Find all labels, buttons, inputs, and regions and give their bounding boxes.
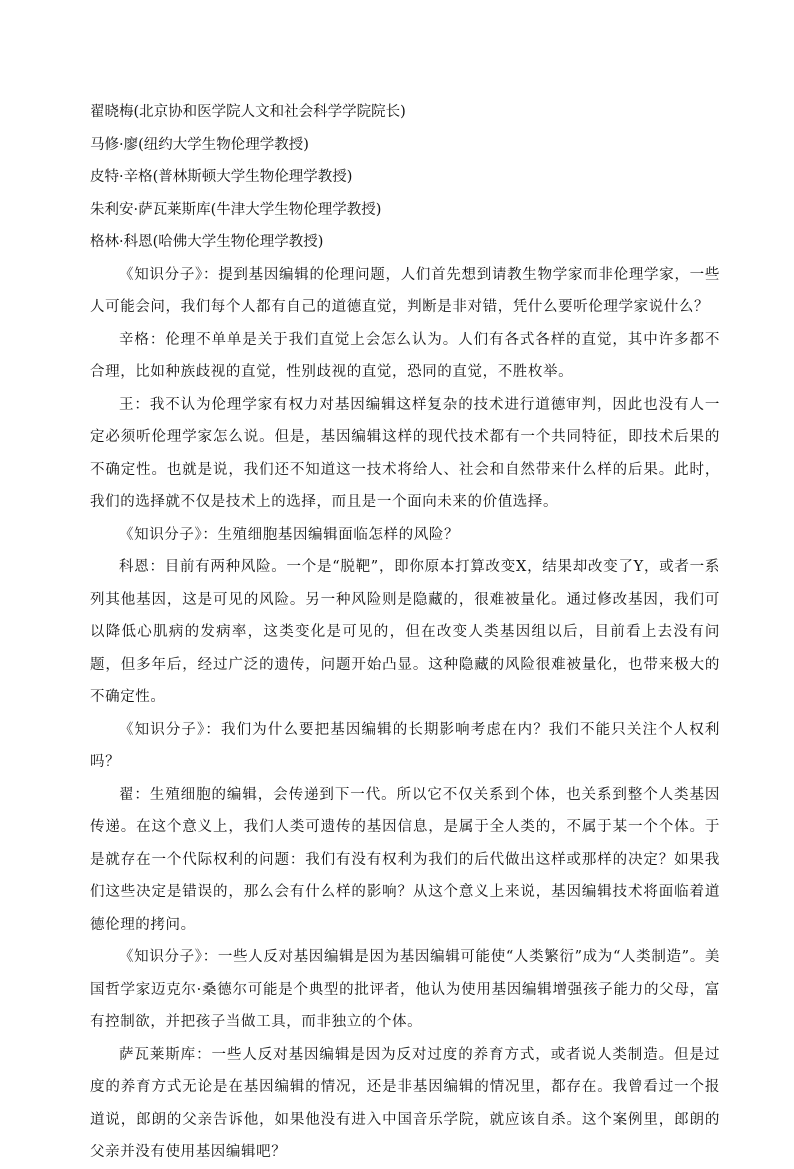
interview-paragraph: 王：我不认为伦理学家有权力对基因编辑这样复杂的技术进行道德审判，因此也没有人一定必须听伦理学家怎么说。但是，基因编辑这样的现代技术都有一个共同特征，即技术后果的不确定性。也就是说，我们还不知道这一技术将给人、社会和自然带来什么样的后果。此时，我们的选择就不仅是技术上的选择，而且是一个面向未来的价值选择。 (90, 396, 720, 510)
interview-paragraph: 《知识分子》：一些人反对基因编辑是因为基因编辑可能使“人类繁衍”成为“人类制造”。美国哲学家迈克尔·桑德尔可能是个典型的批评者，他认为使用基因编辑增强孩子能力的父母，富有控制欲，并把孩子当做工具，而非独立的个体。 (90, 949, 720, 1030)
panelist-line: 翟晓梅(北京协和医学院人文和社会科学学院院长) (90, 104, 406, 120)
interview-paragraph: 《知识分子》：提到基因编辑的伦理问题，人们首先想到请教生物学家而非伦理学家，一些人可能会问，我们每个人都有自己的道德直觉，判断是非对错，凭什么要听伦理学家说什么？ (90, 266, 720, 315)
panelist-line: 皮特·辛格(普林斯顿大学生物伦理学教授) (90, 169, 353, 185)
panelist-line: 马修·廖(纽约大学生物伦理学教授) (90, 136, 309, 153)
interview-paragraph: 辛格：伦理不单单是关于我们直觉上会怎么认为。人们有各式各样的直觉，其中许多都不合理，比如种族歧视的直觉，性别歧视的直觉，恐同的直觉，不胜枚举。 (90, 331, 720, 380)
interview-paragraph: 《知识分子》：生殖细胞基因编辑面临怎样的风险？ (119, 526, 460, 543)
document-page (90, 96, 720, 1169)
interview-paragraph: 科恩：目前有两种风险。一个是“脱靶”，即你原本打算改变X，结果却改变了Y，或者一系列其他基因，这是可见的风险。另一种风险则是隐藏的，很难被量化。通过修改基因，我们可以降低心肌病的发病率，这类变化是可见的，但在改变人类基因组以后，目前看上去没有问题，但多年后，经过广泛的遗传，问题开始凸显。这种隐藏的风险很难被量化，也带来极大的不确定性。 (90, 559, 720, 705)
interview-paragraph: 《知识分子》：我们为什么要把基因编辑的长期影响考虑在内？我们不能只关注个人权利吗？ (90, 721, 720, 770)
interview-paragraph: 翟：生殖细胞的编辑，会传递到下一代。所以它不仅关系到个体，也关系到整个人类基因传递。在这个意义上，我们人类可遗传的基因信息，是属于全人类的，不属于某一个个体。于是就存在一个代际权利的问题：我们有没有权利为我们的后代做出这样或那样的决定？如果我们这些决定是错误的，那么会有什么样的影响？从这个意义上来说，基因编辑技术将面临着道德伦理的拷问。 (90, 786, 720, 933)
panelist-line: 格林·科恩(哈佛大学生物伦理学教授) (90, 234, 324, 250)
interview-paragraph: 萨瓦莱斯库：一些人反对基因编辑是因为反对过度的养育方式，或者说人类制造。但是过度的养育方式无论是在基因编辑的情况，还是非基因编辑的情况里，都存在。我曾看过一个报道说，郎朗的父亲告诉他，如果他没有进入中国音乐学院，就应该自杀。这个案例里，郎朗的父亲并没有使用基因编辑吧？ (90, 1046, 720, 1160)
panelist-line: 朱利安·萨瓦莱斯库(牛津大学生物伦理学教授) (90, 201, 382, 218)
